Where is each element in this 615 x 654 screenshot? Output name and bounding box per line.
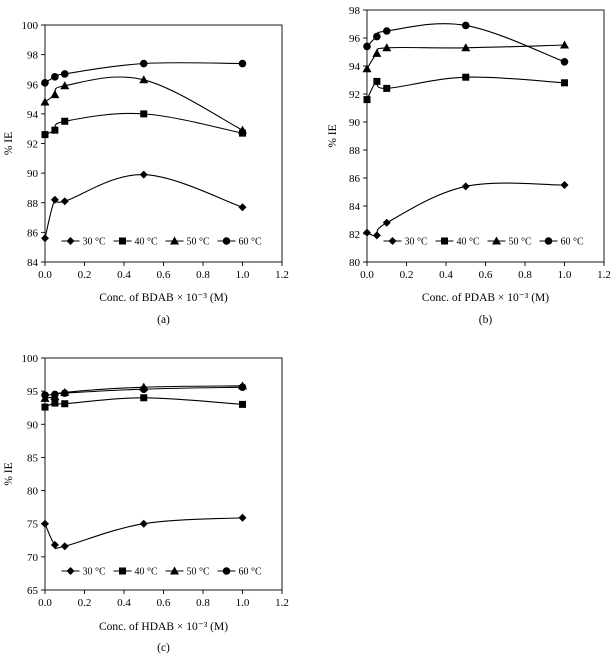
legend-marker [223,567,231,575]
legend-item [166,567,210,578]
data-point [41,234,49,242]
data-point [50,90,59,98]
chart-panel [3,20,289,326]
legend-item [488,237,532,248]
y-tick-label: 70 [27,551,38,564]
data-point [140,520,148,528]
x-tick-label: 1.2 [597,269,611,281]
x-tick-label: 1.2 [275,597,289,609]
legend-label: 40 °C [134,236,158,248]
y-tick-label: 82 [349,229,360,241]
series-line [45,175,243,239]
data-point [561,181,569,189]
y-tick-label: 100 [21,353,38,365]
legend-item [166,237,210,248]
x-tick-label: 0.4 [439,269,453,281]
legend-item [384,237,428,248]
data-point [140,60,148,68]
legend-label: 60 °C [560,236,584,248]
data-point [373,78,380,85]
legend-item [62,237,106,248]
data-point [41,520,49,528]
legend [62,237,262,248]
data-point [140,171,148,179]
y-tick-label: 90 [349,117,360,129]
x-tick-label: 0.6 [156,269,171,281]
series [41,514,247,551]
data-point [61,197,69,205]
y-tick-label: 98 [349,5,360,17]
legend-label: 60 °C [238,236,262,248]
x-tick-label: 0.2 [399,269,414,281]
legend-marker [67,567,75,575]
y-tick-label: 90 [27,419,38,432]
series [363,181,569,239]
x-tick-label: 0.6 [478,269,493,281]
y-axis-label: % IE [327,124,339,148]
legend-marker [223,237,231,245]
legend-marker [441,238,448,245]
x-axis-label: Conc. of BDAB × 10⁻³ (M) [99,292,228,304]
legend-label: 40 °C [456,236,480,248]
data-point [239,401,246,408]
y-tick-label: 94 [349,61,360,73]
x-tick-label: 0.6 [156,597,171,609]
data-point [462,74,469,81]
legend-label: 30 °C [82,566,106,578]
x-axis-label: Conc. of PDAB × 10⁻³ (M) [421,292,550,304]
legend-label: 30 °C [82,236,106,248]
x-tick-label: 0.0 [360,269,374,281]
series-line [367,183,565,236]
data-point [560,41,569,49]
data-point [61,118,68,125]
legend-marker [545,237,553,245]
chart-caption: (c) [157,642,170,654]
data-point [373,231,381,239]
legend-marker [119,238,126,245]
legend-item [218,237,262,248]
y-axis-label: % IE [3,131,15,156]
data-point [41,391,49,399]
legend-item [540,237,584,248]
legend-item [114,237,158,248]
y-tick-label: 80 [349,257,360,269]
data-point [41,79,49,87]
plot-frame [45,358,282,590]
x-tick-label: 0.2 [77,269,92,281]
series [42,394,247,410]
data-point [61,70,69,78]
y-tick-label: 65 [27,585,38,597]
data-point [140,385,148,393]
y-tick-label: 96 [27,79,38,92]
y-tick-label: 84 [27,257,38,269]
x-tick-label: 0.8 [518,269,532,281]
data-point [462,182,470,190]
data-point [372,49,381,57]
data-point [61,400,68,407]
series [41,75,248,133]
x-tick-label: 0.0 [38,269,52,281]
data-point [383,27,391,35]
y-tick-label: 92 [349,89,360,101]
data-point [363,229,371,237]
y-tick-label: 90 [27,168,38,181]
x-tick-label: 0.8 [196,269,210,281]
x-tick-label: 1.0 [235,269,250,281]
data-point [51,73,59,81]
data-point [383,219,391,227]
data-point [61,389,69,397]
legend-marker [67,237,75,245]
data-point [41,98,50,106]
y-tick-label: 88 [349,145,360,157]
y-tick-label: 84 [349,201,360,213]
data-point [42,131,49,138]
data-point [51,391,59,399]
series [363,41,570,73]
x-tick-label: 0.4 [117,597,131,609]
x-axis-label: Conc. of HDAB × 10⁻³ (M) [98,621,229,633]
x-tick-label: 0.4 [117,269,131,281]
data-point [373,33,381,41]
data-point [61,542,69,550]
legend-label: 60 °C [238,566,262,578]
y-tick-label: 88 [27,197,38,210]
legend-marker [119,568,126,575]
data-point [363,43,371,51]
data-point [462,22,470,30]
data-point [51,400,58,407]
series [364,74,569,103]
legend [62,567,262,578]
legend-label: 50 °C [186,566,210,578]
x-tick-label: 0.2 [77,597,92,609]
x-tick-label: 0.0 [38,597,52,609]
data-point [239,514,247,522]
y-tick-label: 86 [27,227,38,240]
series-line [45,77,243,130]
chart-caption: (a) [157,314,170,326]
chart-panel [327,5,611,326]
plot-frame [45,25,282,262]
y-tick-label: 80 [27,485,38,498]
data-point [51,127,58,134]
legend [384,237,584,248]
legend-label: 30 °C [404,236,428,248]
legend-item [436,237,480,248]
y-tick-label: 98 [27,49,38,62]
data-point [561,58,569,66]
x-tick-label: 1.0 [235,597,250,609]
data-point [364,96,371,103]
y-tick-label: 94 [27,108,38,121]
data-point [239,60,247,68]
data-point [239,203,247,211]
chart-caption: (b) [478,314,493,326]
y-tick-label: 86 [349,173,360,185]
y-tick-label: 75 [27,518,38,531]
legend-marker [389,237,397,245]
data-point [140,394,147,401]
y-tick-label: 100 [21,20,38,32]
series-line [367,24,565,62]
data-point [561,79,568,86]
legend-item [62,567,106,578]
legend-item [218,567,262,578]
series [41,171,247,243]
legend-label: 50 °C [186,236,210,248]
data-point [140,110,147,117]
data-point [42,404,49,411]
x-tick-label: 1.0 [557,269,572,281]
x-tick-label: 1.2 [275,269,289,281]
legend-label: 40 °C [134,566,158,578]
x-tick-label: 0.8 [196,597,210,609]
y-tick-label: 85 [27,452,38,465]
y-tick-label: 92 [27,138,38,151]
y-tick-label: 96 [349,33,360,45]
y-tick-label: 95 [27,386,38,399]
data-point [383,85,390,92]
data-point [363,64,372,72]
data-point [239,383,247,391]
y-axis-label: % IE [3,462,15,486]
legend-item [114,567,158,578]
chart-panel [3,353,289,654]
legend-label: 50 °C [508,236,532,248]
